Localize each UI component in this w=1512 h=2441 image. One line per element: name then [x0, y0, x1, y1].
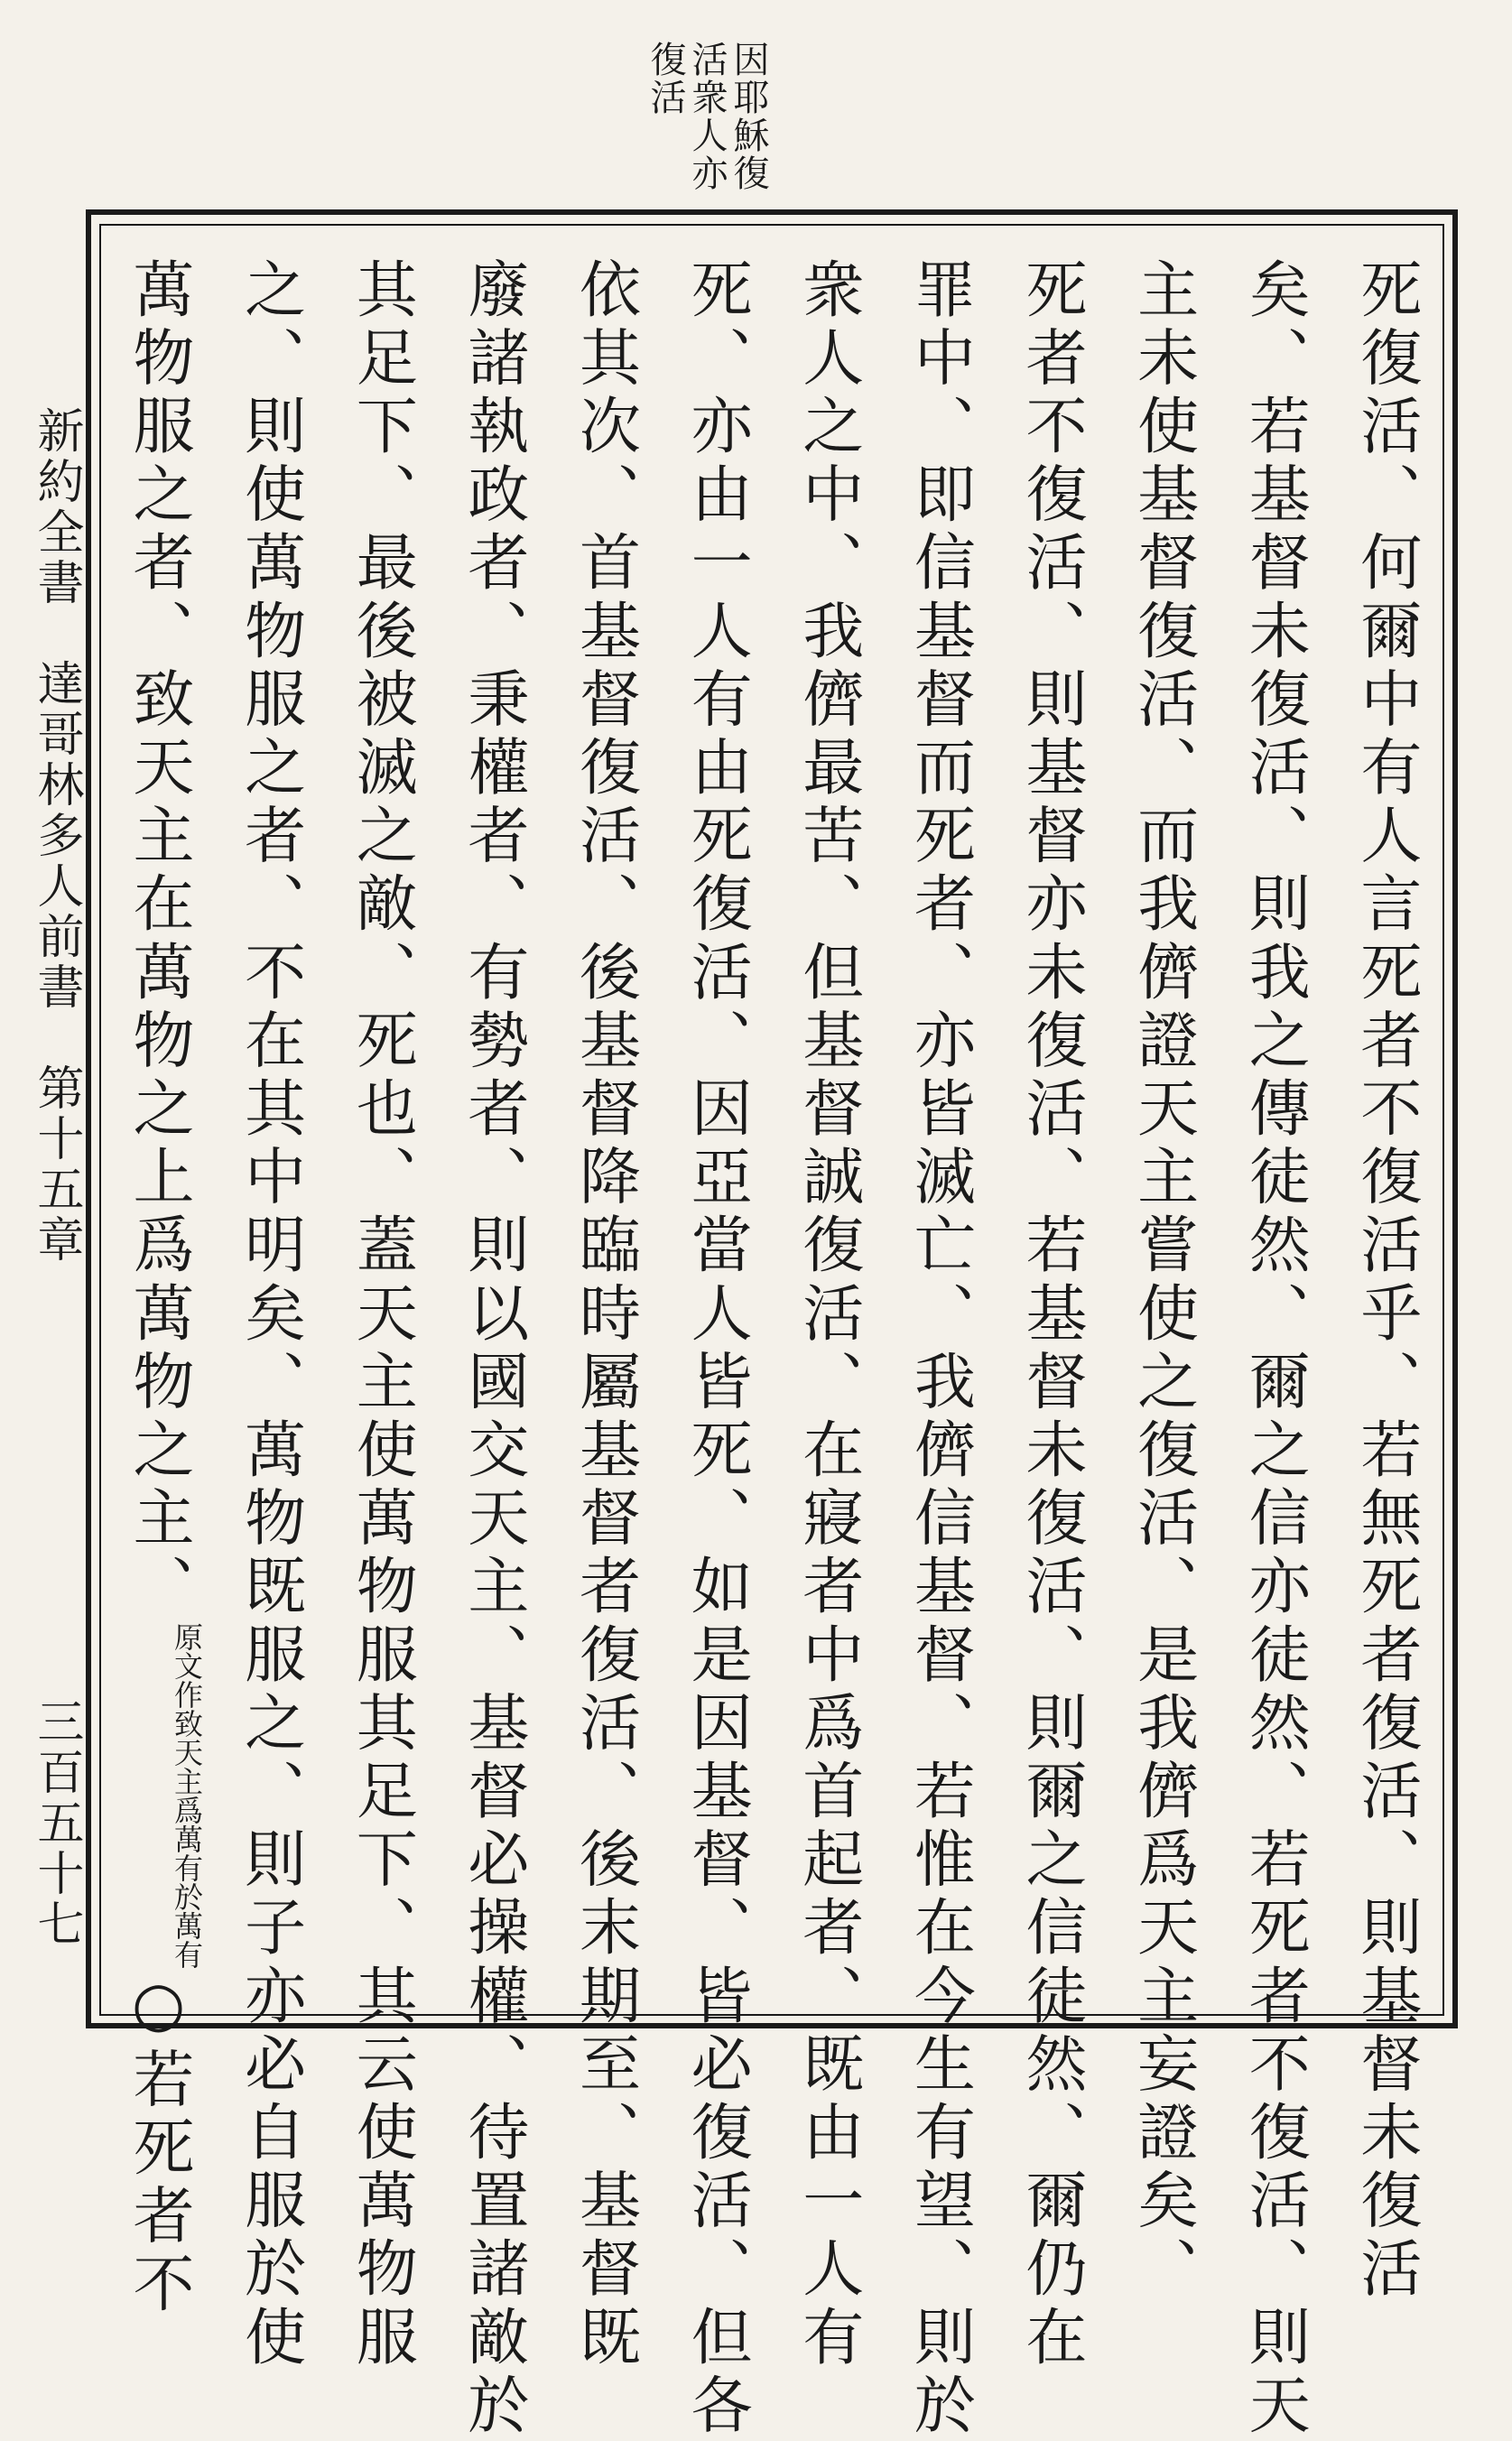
running-header: 新約全書 達哥林多人前書 第十五章: [29, 406, 83, 1266]
inline-annotation-b: 爲萬有於萬有: [170, 1796, 204, 1969]
text-column: 之、則使萬物服之者、不在其中明矣、萬物既服之、則子亦必自服於使: [234, 257, 306, 2373]
text-column: 依其次、首基督復活、後基督降臨時屬基督者復活、後末期至、基督既: [569, 257, 641, 2373]
page-number: 三百五十七: [29, 1697, 83, 1950]
top-note-line: 復活: [645, 41, 686, 116]
column-text: 萬物服之者、致天主在萬物之上爲萬物之主、: [123, 257, 194, 1622]
column-tail: ○若死者不: [123, 1969, 194, 2320]
text-body: [113, 257, 1431, 2441]
text-column: 衆人之中、我儕最苦、但基督誠復活、在寢者中爲首起者、既由一人有: [792, 257, 864, 2373]
text-column: 其足下、最後被滅之敵、死也、蓋天主使萬物服其足下、其云使萬物服: [346, 257, 418, 2373]
text-column-last: [113, 257, 204, 2320]
text-column: 死復活、何爾中有人言死者不復活乎、若無死者復活、則基督未復活: [1350, 257, 1422, 2305]
top-marginal-note: [645, 41, 769, 192]
top-note-line: 因耶穌復: [728, 41, 769, 192]
text-column: 死、亦由一人有由死復活、因亞當人皆死、如是因基督、皆必復活、但各: [681, 257, 753, 2441]
top-note-line: 活衆人亦: [686, 41, 728, 192]
text-column: 罪中、即信基督而死者、亦皆滅亡、我儕信基督、若惟在今生有望、則於: [904, 257, 976, 2441]
text-column: 主未使基督復活、而我儕證天主嘗使之復活、是我儕爲天主妄證矣、: [1127, 257, 1199, 2305]
text-column: 廢諸執政者、秉權者、有勢者、則以國交天主、基督必操權、待置諸敵於: [457, 257, 529, 2441]
inline-annotation-a: 原文作致天主: [170, 1622, 204, 1796]
text-column: 死者不復活、則基督亦未復活、若基督未復活、則爾之信徒然、爾仍在: [1016, 257, 1087, 2373]
text-column: 矣、若基督未復活、則我之傳徒然、爾之信亦徒然、若死者不復活、則天: [1238, 257, 1311, 2441]
